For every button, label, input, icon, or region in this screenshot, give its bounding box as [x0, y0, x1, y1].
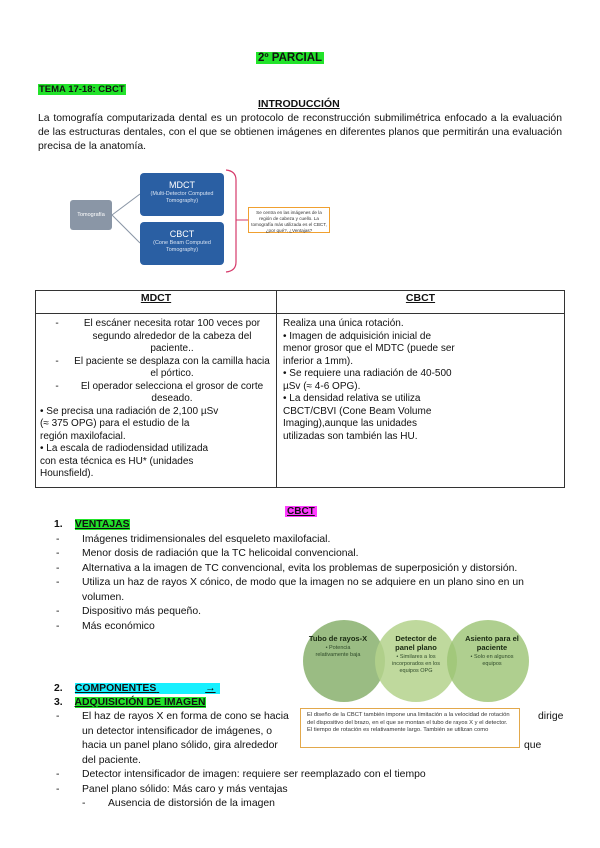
connector-mdct [112, 194, 140, 215]
list-item: - El haz de rayos X en forma de cono se hacia un detector intensificador de imágenes, o hacia un panel plano sólido, gira alrededor del paciente. [38, 710, 566, 768]
arrow-right-icon: → [205, 683, 216, 694]
componentes-title [75, 683, 220, 694]
ventaja-text: Utiliza un haz de rayos X cónico, de modo que la imagen no se adquiere en un plano sino en un volumen. [82, 577, 524, 603]
diagram-node-mdct-sub: (Multi-Detector Computed Tomography) [150, 191, 214, 204]
mdct-dash-text: El operador selecciona el grosor de corte deseado. [80, 380, 264, 404]
components-venn [303, 620, 533, 704]
topic-heading: TEMA 17-18: CBCT [39, 84, 125, 95]
list-item: - Panel plano sólido: Más caro y más ventajas [38, 783, 566, 798]
connector-cbct [112, 215, 140, 243]
adquisicion-title: ADQUISICIÓN DE IMAGEN [74, 697, 206, 708]
intro-paragraph: La tomografía computarizada dental es un protocolo de reconstrucción submilimétrica enfocado a la evaluación de las estructuras dentales, con el que se obtienen imágenes en diferentes planos que permitirán una evaluación precisa de la anatomía. [38, 113, 562, 152]
list-item: - Alternativa a la imagen de TC convencional, evita los problemas de superposición y distorsión. [38, 562, 566, 577]
mdct-dash-text: El escáner necesita rotar 100 veces por segundo alrededor de la cabeza del paciente.. [83, 318, 261, 354]
cbct-lines [283, 318, 458, 443]
ventaja-text: Dispositivo más pequeño. [82, 606, 201, 617]
adquisicion-text: El haz de rayos X en forma de cono se hacia un detector intensificador de imágenes, o hacia un panel plano sólido, gira alrededor del paciente. [82, 711, 289, 766]
venn-asiento-title: Asiento para el paciente [465, 634, 519, 652]
venn-circle-asiento [447, 620, 529, 702]
adquisicion-number: 3. [54, 697, 63, 708]
cbct-line: • Imagen de adquisición inicial de menor grosor que el MDTC (puede ser inferior a 1mm). [283, 330, 455, 367]
cbct-line: • La densidad relativa se utiliza CBCT/CBVI (Cone Beam Volume Imaging),aunque las unidades utilizadas son también las HU. [283, 393, 432, 442]
diagram-node-cbct-title: CBCT [169, 229, 195, 239]
sub-item-text: Ausencia de distorsión de la imagen [108, 798, 275, 809]
ventaja-text: Menor dosis de radiación que la TC helicoidal convencional. [82, 548, 359, 559]
componentes-label: COMPONENTES [74, 683, 157, 694]
cbct-cell [277, 314, 565, 488]
list-item: - Imágenes tridimensionales del esqueleto maxilofacial. [38, 533, 566, 548]
table-row [36, 314, 565, 488]
page-title: 2º PARCIAL [258, 52, 323, 64]
venn-tubo-title: Tubo de rayos-X [308, 634, 368, 643]
mdct-bullet: • Se precisa una radiación de 2,100 µSv (≈ 375 OPG) para el estudio de la región maxilofacial. [40, 405, 219, 442]
venn-tubo-sub: • Potencia relativamente baja [315, 645, 361, 658]
venn-circle-detector [375, 620, 457, 702]
ventaja-text: Imágenes tridimensionales del esqueleto maxilofacial. [82, 533, 331, 545]
ventaja-text: Más económico [82, 620, 155, 632]
list-item: - Dispositivo más pequeño. [38, 605, 566, 620]
diagram-node-cbct-sub: (Cone Beam Computed Tomography) [153, 240, 211, 253]
sub-list-item: - Ausencia de distorsión de la imagen [38, 797, 566, 812]
venn-asiento-sub: • Solo en algunos equipos [470, 654, 514, 667]
venn-detector-title: Detector de panel plano [395, 634, 437, 652]
rotation-callout: El diseño de la CBCT también impone una limitación a la velocidad de rotación del dispositivo del brazo, en el que se montan el tubo de rayos X y el detector. El tiempo de rotación es relativamente largo. También se utilizan como [300, 708, 520, 748]
list-item: - Detector intensificador de imagen: requiere ser reemplazado con el tiempo [38, 768, 566, 783]
list-item: - Menor dosis de radiación que la TC helicoidal convencional. [38, 547, 566, 562]
adquisicion-right-word-1: dirige [538, 711, 564, 722]
ventajas-heading [38, 518, 566, 533]
comparison-table [35, 290, 565, 488]
mdct-dash-text: El paciente se desplaza con la camilla hacia el pórtico. [74, 355, 270, 379]
list-item: - Utiliza un haz de rayos X cónico, de modo que la imagen no se adquiere en un plano sino en un volumen. [38, 576, 566, 605]
componentes-heading [38, 682, 220, 697]
cbct-line: Realiza una única rotación. [283, 318, 404, 329]
cbct-line: • Se requiere una radiación de 40-500 µSv (≈ 4-6 OPG). [283, 368, 452, 392]
mdct-cell [36, 314, 277, 488]
mdct-bullet: • La escala de radiodensidad utilizada con esta técnica es HU* (unidades Hounsfield). [40, 443, 209, 479]
mdct-dash-item: - El operador selecciona el grosor de corte deseado. [40, 381, 270, 406]
table-header-cbct: CBCT [277, 291, 565, 314]
adquisicion-heading [38, 696, 206, 711]
ventajas-title: VENTAJAS [74, 519, 130, 530]
ventaja-text: Alternativa a la imagen de TC convencional, evita los problemas de superposición y distorsión. [82, 562, 518, 574]
adquisicion-detail: Panel plano sólido: Más caro y más ventajas [82, 783, 288, 795]
list-item: - Más económico [38, 620, 566, 635]
table-header-row [36, 291, 565, 314]
ventajas-section [38, 518, 566, 634]
diagram-node-mdct-title: MDCT [169, 180, 195, 190]
componentes-number: 2. [54, 683, 63, 694]
diagram-root-tomografia: Tomografía [70, 200, 112, 230]
diagram-connectors [0, 0, 600, 290]
mdct-dash-item: - El paciente se desplaza con la camilla hacia el pórtico. [55, 355, 270, 379]
diagram-note: Se centra en las imágenes de la región de cabeza y cuello. La tomografía más utilizada es el CBCT, ¿por qué?, ¿Ventajas? [248, 207, 330, 233]
mdct-dash-item: - El escáner necesita rotar 100 veces por segundo alrededor de la cabeza del paciente.. [40, 318, 270, 356]
intro-heading: INTRODUCCIÓN [258, 98, 340, 110]
table-header-mdct: MDCT [36, 291, 277, 314]
venn-circle-tubo [303, 620, 385, 702]
bracket [226, 170, 236, 272]
diagram-node-mdct [140, 173, 224, 216]
adquisicion-detail: Detector intensificador de imagen: requiere ser reemplazado con el tiempo [82, 769, 426, 780]
diagram-node-cbct [140, 222, 224, 265]
venn-detector-sub: • Similares a los incorporados en los equipos OPG [391, 654, 440, 674]
cbct-heading: CBCT [287, 506, 315, 517]
adquisicion-right-word-2: que [524, 740, 542, 751]
ventajas-number: 1. [54, 519, 63, 530]
